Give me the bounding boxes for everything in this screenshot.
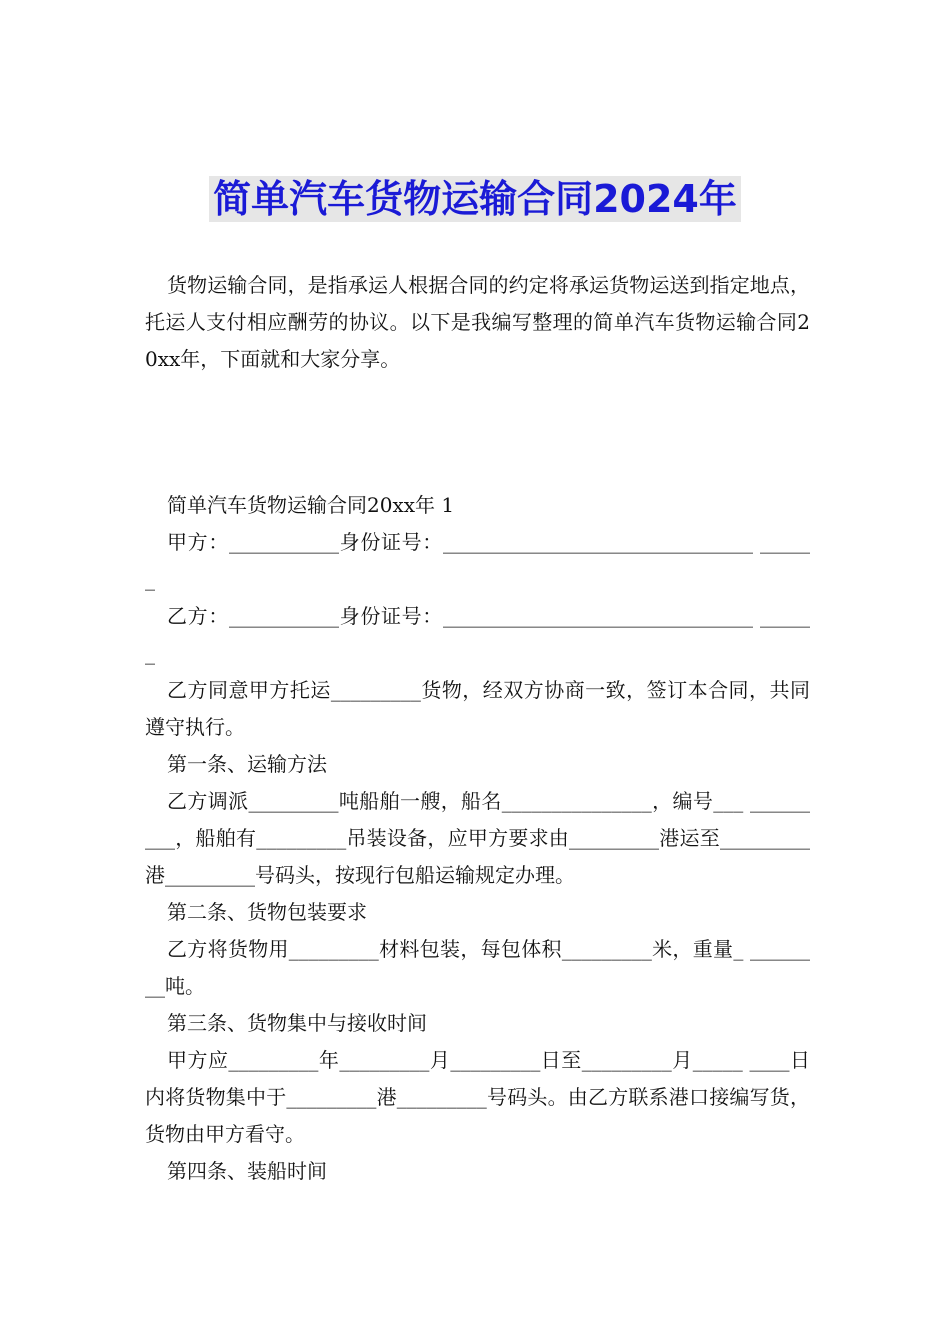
party-a-line: 甲方：___________身份证号：_______________________________ ______ [145,530,810,591]
agreement-paragraph: 乙方同意甲方托运_________货物，经双方协商一致，签订本合同，共同遵守执行。 [145,678,810,739]
intro-block [145,267,810,378]
party-b-line: 乙方：___________身份证号：_______________________________ ______ [145,604,810,665]
article-1-heading: 第一条、运输方法 [167,752,327,776]
article-3-text: 甲方应_________年_________月_________日至_________月_____ ____日内将货物集中于_________港_________号码头。由乙方联系港口接编写货，货物由甲方看守。 [145,1048,810,1146]
section-heading: 简单汽车货物运输合同20xx年 1 [167,493,455,517]
article-2-heading: 第二条、货物包装要求 [167,900,367,924]
article-2-text: 乙方将货物用_________材料包装，每包体积_________米，重量_ ________吨。 [145,937,810,998]
intro-paragraph: 货物运输合同，是指承运人根据合同的约定将承运货物运送到指定地点，托运人支付相应酬劳的协议。以下是我编写整理的简单汽车货物运输合同20xx年，下面就和大家分享。 [145,273,810,371]
article-3-heading: 第三条、货物集中与接收时间 [167,1011,427,1035]
article-1-text: 乙方调派_________吨船舶一艘，船名_______________，编号___ _________，船舶有_________吊装设备，应甲方要求由_________港运至_________港_________号码头，按现行包船运输规定办理。 [145,789,810,887]
article-4-heading: 第四条、装船时间 [167,1159,327,1183]
title-container [0,176,950,222]
contract-body [145,487,810,1190]
document-title: 简单汽车货物运输合同2024年 [209,176,741,222]
